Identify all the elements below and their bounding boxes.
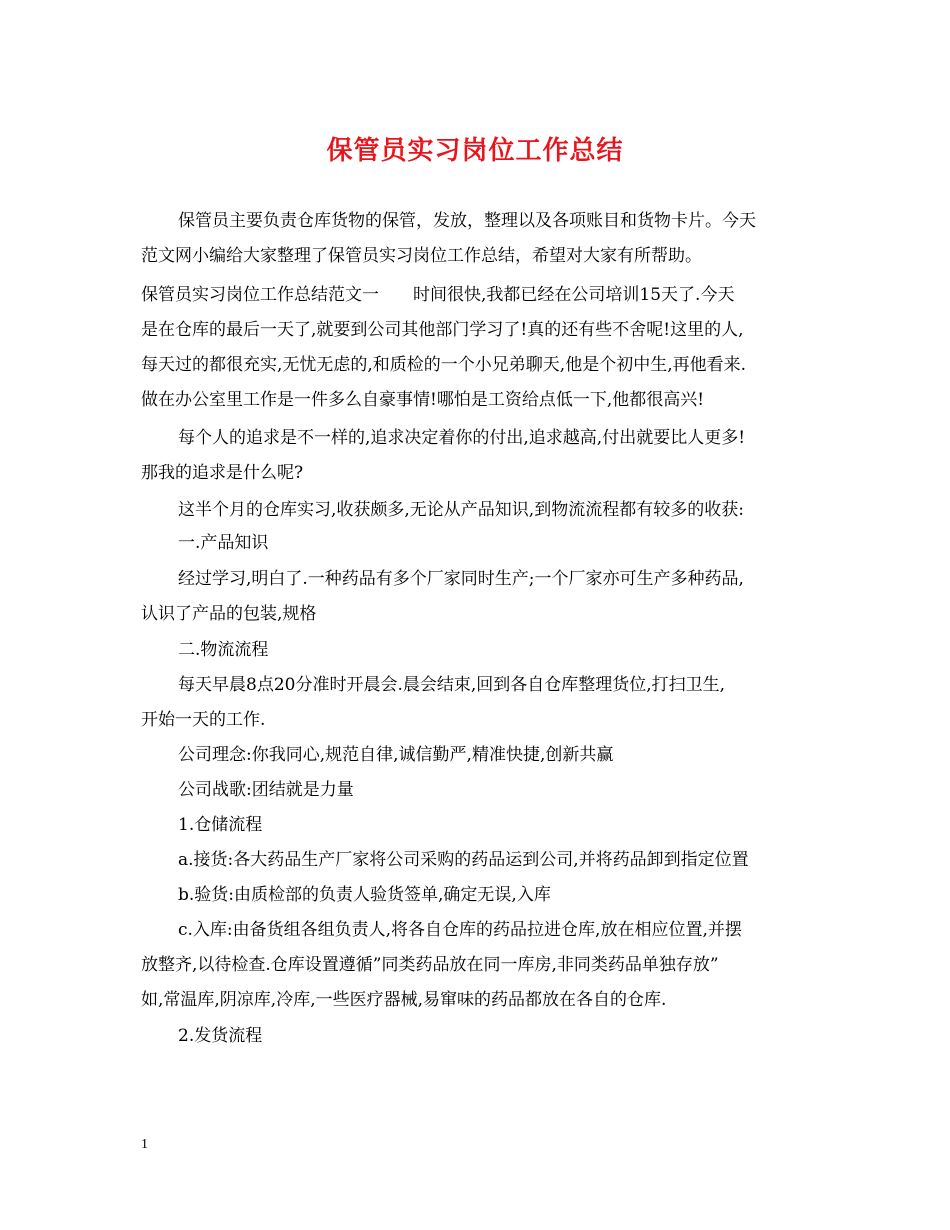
body-line: 那我的追求是什么呢? [141, 463, 304, 483]
body-line: c.入库:由备货组各组负责人,将各自仓库的药品拉进仓库,放在相应位置,并摆 [178, 920, 742, 940]
body-line: 经过学习,明白了.一种药品有多个厂家同时生产;一个厂家亦可生产多种药品, [178, 569, 744, 589]
page-number: 1 [141, 1137, 148, 1152]
body-line: 每天过的都很充实,无忧无虑的,和质检的一个小兄弟聊天,他是个初中生,再他看来. [141, 355, 747, 375]
body-line: 保管员实习岗位工作总结范文一 时间很快,我都已经在公司培训15天了.今天 [141, 285, 735, 305]
page-title: 保管员实习岗位工作总结 [326, 136, 624, 166]
body-line: 这半个月的仓库实习,收获颇多,无论从产品知识,到物流流程都有较多的收获: [178, 500, 744, 520]
body-line: 做在办公室里工作是一件多么自豪事情!哪怕是工资给点低一下,他都很高兴! [141, 390, 705, 410]
body-line: 认识了产品的包装,规格 [141, 604, 317, 624]
body-line: a.接货:各大药品生产厂家将公司采购的药品运到公司,并将药品卸到指定位置 [178, 850, 749, 870]
body-line: 每天早晨8点20分准时开晨会.晨会结束,回到各自仓库整理货位,打扫卫生, [178, 675, 726, 695]
body-line: 开始一天的工作. [141, 710, 266, 730]
body-line: 2.发货流程 [178, 1026, 263, 1046]
body-line: 每个人的追求是不一样的,追求决定着你的付出,追求越高,付出就要比人更多! [178, 428, 746, 448]
body-line: 是在仓库的最后一天了,就要到公司其他部门学习了!真的还有些不舍呢!这里的人, [141, 320, 744, 340]
body-line: 公司理念:你我同心,规范自律,诚信勤严,精准快捷,创新共赢 [178, 745, 614, 765]
body-line: 如,常温库,阴凉库,冷库,一些医疗器械,易窜味的药品都放在各自的仓库. [141, 990, 667, 1010]
body-line: 放整齐,以待检查.仓库设置遵循”同类药品放在同一库房,非同类药品单独存放” [141, 955, 719, 975]
body-line: 公司战歌:团结就是力量 [178, 780, 354, 800]
body-line: 1.仓储流程 [178, 815, 263, 835]
body-line: 二.物流流程 [178, 640, 269, 660]
body-line: b.验货:由质检部的负责人验货签单,确定无误,入库 [178, 885, 551, 905]
body-line: 范文网小编给大家整理了保管员实习岗位工作总结，希望对大家有所帮助。 [141, 246, 702, 266]
body-line: 保管员主要负责仓库货物的保管，发放，整理以及各项账目和货物卡片。今天 [178, 211, 756, 231]
body-line: 一.产品知识 [178, 533, 269, 553]
